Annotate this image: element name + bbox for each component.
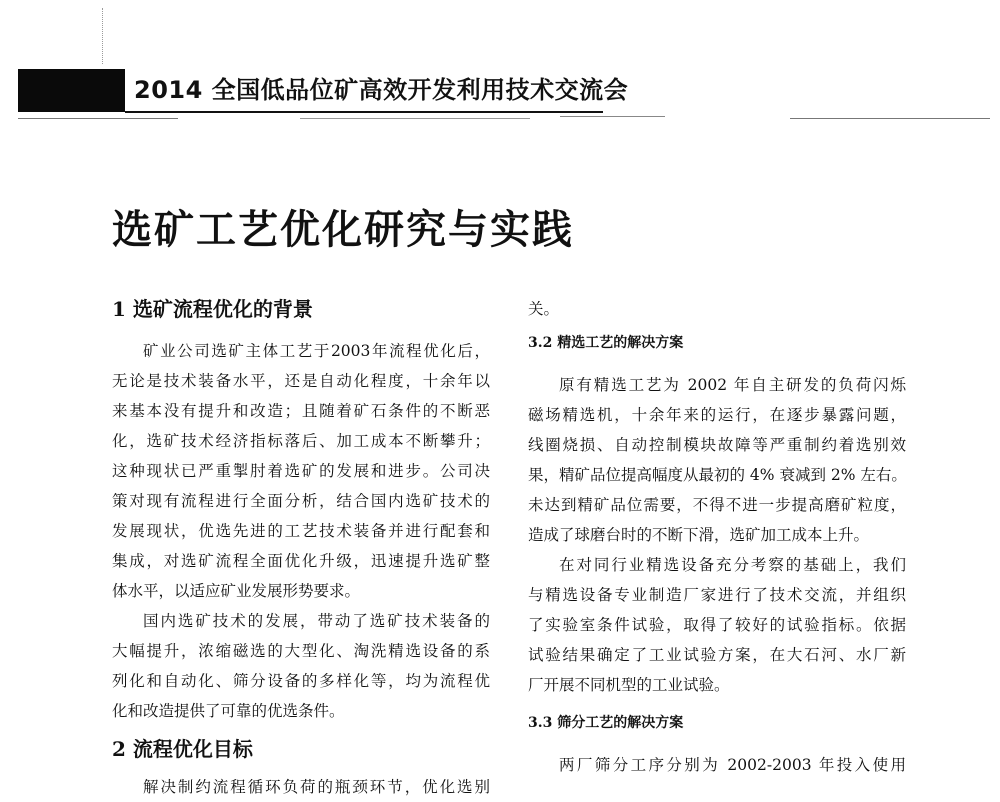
- header-rule-segment: [300, 118, 530, 119]
- section-3-3-heading: 3.3 筛分工艺的解决方案: [528, 715, 684, 731]
- section-3-3: [528, 712, 906, 780]
- text-line: 这种现状已严重掣肘着选矿的发展和进步。公司决: [112, 462, 490, 480]
- section-2: [112, 734, 490, 802]
- text-line: 原有精选工艺为 2002 年自主研发的负荷闪烁: [559, 376, 906, 394]
- section-3-3-paragraph-1: [528, 750, 906, 780]
- right-column: [528, 294, 906, 780]
- section-3-2-paragraph-1: [528, 370, 906, 550]
- text-line: 来基本没有提升和改造；且随着矿石条件的不断恶: [112, 402, 490, 420]
- text-line: 大幅提升，浓缩磁选的大型化、淘洗精选设备的系: [112, 642, 490, 660]
- section-2-heading: 2 流程优化目标: [112, 737, 253, 761]
- text-line: 与精选设备专业制造厂家进行了技术交流，并组织: [528, 586, 906, 604]
- text-line: 果，精矿品位提高幅度从最初的 4% 衰减到 2% 左右。: [528, 466, 907, 484]
- text-line: 国内选矿技术的发展，带动了选矿技术装备的: [143, 612, 490, 630]
- text-line: 集成，对选矿流程全面优化升级，迅速提升选矿整: [112, 552, 490, 570]
- section-1-paragraph-2: [112, 606, 490, 726]
- text-line: 解决制约流程循环负荷的瓶颈环节，优化选别: [143, 778, 490, 796]
- text-line: 发展现状，优选先进的工艺技术装备并进行配套和: [112, 522, 490, 540]
- text-line: 厂开展不同机型的工业试验。: [528, 676, 730, 694]
- conference-header-title: 2014 全国低品位矿高效开发利用技术交流会: [134, 76, 629, 104]
- section-2-paragraph-1: [112, 772, 490, 802]
- text-line: 策对现有流程进行全面分析，结合国内选矿技术的: [112, 492, 490, 510]
- article-title: 选矿工艺优化研究与实践: [112, 207, 574, 253]
- header-underline: [125, 111, 603, 113]
- text-line: 试验结果确定了工业试验方案，在大石河、水厂新: [528, 646, 906, 664]
- continuation-text: 关。: [528, 300, 560, 318]
- text-line: 化，选矿技术经济指标落后、加工成本不断攀升；: [112, 432, 490, 450]
- text-line: 磁场精选机，十余年来的运行，在逐步暴露问题，: [528, 406, 906, 424]
- text-line: 化和改造提供了可靠的优选条件。: [112, 702, 345, 720]
- left-column: [112, 294, 490, 802]
- text-line: 在对同行业精选设备充分考察的基础上，我们: [559, 556, 906, 574]
- header-black-block: [18, 69, 125, 112]
- text-line: 了实验室条件试验，取得了较好的试验指标。依据: [528, 616, 906, 634]
- text-line: 造成了球磨台时的不断下滑，选矿加工成本上升。: [528, 526, 870, 544]
- text-line: 两厂筛分工序分别为 2002-2003 年投入使用: [559, 756, 906, 774]
- section-3-2-paragraph-2: [528, 550, 906, 700]
- text-line: 未达到精矿品位需要，不得不进一步提高磨矿粒度，: [528, 496, 906, 514]
- text-line: 无论是技术装备水平，还是自动化程度，十余年以: [112, 372, 490, 390]
- section-1: [112, 294, 490, 726]
- section-3-2: [528, 332, 906, 700]
- section-3-2-heading: 3.2 精选工艺的解决方案: [528, 335, 684, 351]
- text-line: 线圈烧损、自动控制模块故障等严重制约着选别效: [528, 436, 906, 454]
- section-1-heading: 1 选矿流程优化的背景: [112, 297, 313, 321]
- header-rule-segment: [560, 116, 665, 117]
- section-1-paragraph-1: [112, 336, 490, 606]
- text-line: 矿业公司选矿主体工艺于2003年流程优化后，: [143, 342, 490, 360]
- text-line: 体水平，以适应矿业发展形势要求。: [112, 582, 361, 600]
- header-rule-segment: [18, 118, 178, 119]
- header-rule-segment: [790, 118, 990, 119]
- registration-mark: [102, 8, 103, 64]
- text-line: 列化和自动化、筛分设备的多样化等，均为流程优: [112, 672, 490, 690]
